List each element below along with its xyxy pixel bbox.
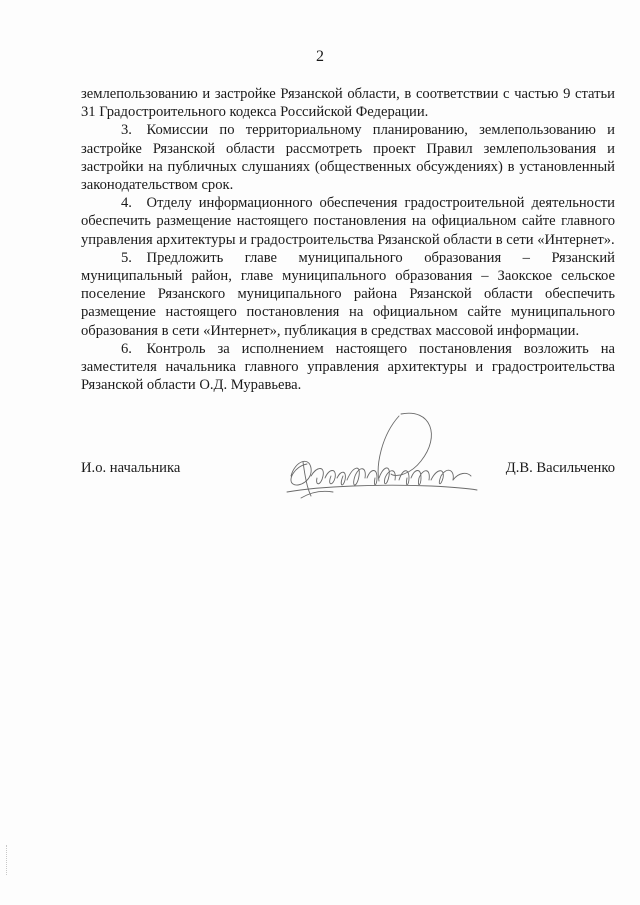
scan-artifact bbox=[6, 845, 9, 875]
signature-block bbox=[81, 456, 615, 516]
paragraph-item-5: 5. Предложить главе муниципального образования – Рязанский муниципальный район, главе муниципального образования – Заокское сельское поселение Рязанского муниципального района Рязанской области обеспечить размещение настоящего постановления на официальном сайте муниципального образования в сети «Интернет», публикация в средствах массовой информации. bbox=[81, 249, 615, 339]
document-body bbox=[81, 85, 615, 394]
handwritten-signature bbox=[281, 406, 481, 516]
paragraph-continuation: землепользованию и застройке Рязанской области, в соответствии с частью 9 статьи 31 Градостроительного кодекса Российской Федерации. bbox=[81, 86, 615, 121]
signer-name: Д.В. Васильченко bbox=[505, 460, 615, 476]
paragraph-item-6: 6. Контроль за исполнением настоящего постановления возложить на заместителя начальника главного управления архитектуры и градостроительства Рязанской области О.Д. Муравьева. bbox=[81, 340, 615, 394]
signer-position: И.о. начальника bbox=[81, 460, 181, 476]
paragraph-item-4: 4. Отделу информационного обеспечения градостроительной деятельности обеспечить размещение настоящего постановления на официальном сайте главного управления архитектуры и градостроительства Рязанской области в сети «Интернет». bbox=[81, 195, 615, 248]
paragraph-item-3: 3. Комиссии по территориальному планированию, землепользованию и застройке Рязанской области рассмотреть проект Правил землепользования и застройки на публичных слушаниях (общественных обсуждениях) в установленный законодательством срок. bbox=[81, 122, 615, 194]
page-number: 2 bbox=[316, 48, 324, 65]
